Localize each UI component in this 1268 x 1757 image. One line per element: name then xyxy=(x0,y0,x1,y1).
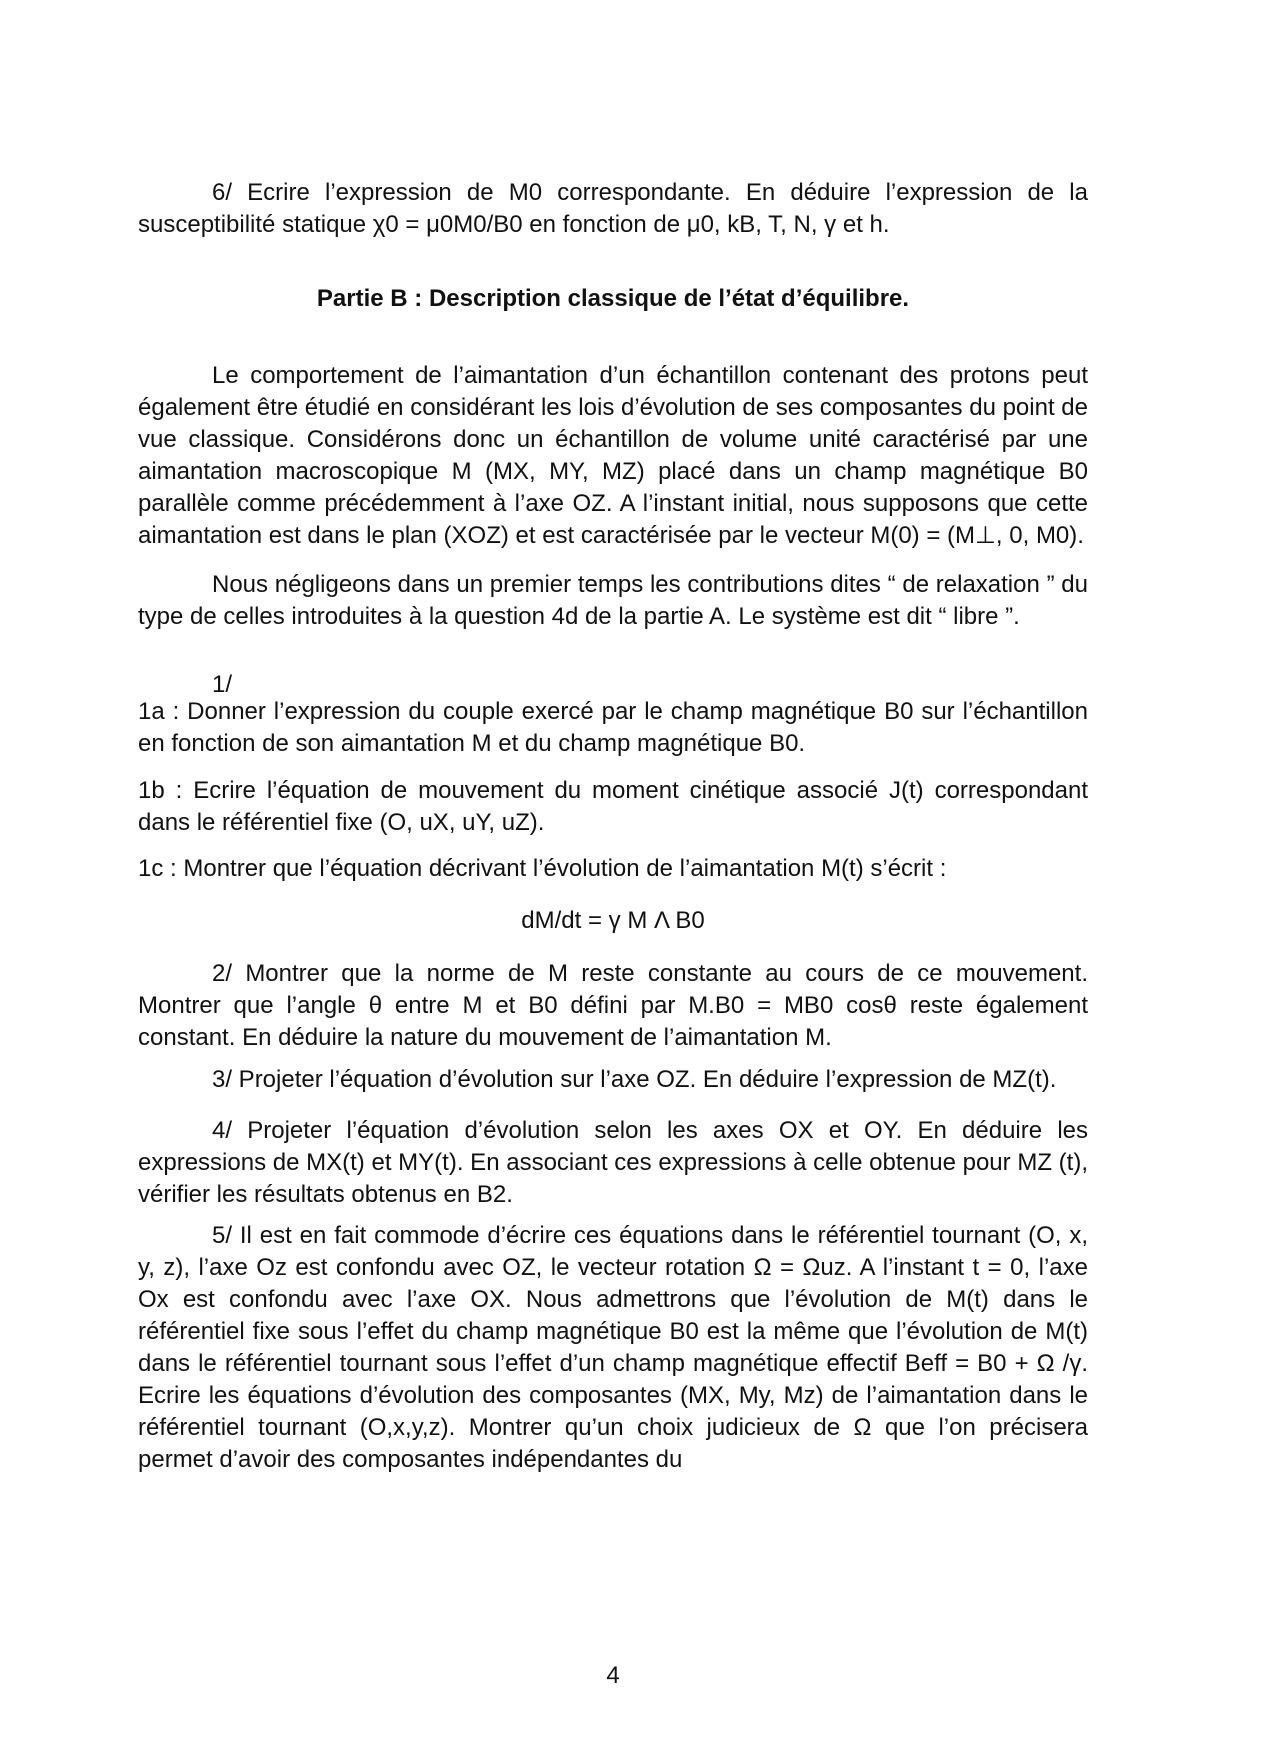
question-1a: 1a : Donner l’expression du couple exercé par le champ magnétique B0 sur l’échantillon en fonction de son aimantation M et du champ magnétique B0. xyxy=(138,698,1088,757)
equation: dM/dt = γ M Λ B0 xyxy=(521,907,705,934)
question-a6: 6/ Ecrire l’expression de M0 correspondante. En déduire l’expression de la susceptibilité statique χ0 = μ0M0/B0 en fonction de μ0, kB, T, N, γ et h. xyxy=(138,179,1088,238)
page-number: 4 xyxy=(606,1662,620,1689)
question-1-label: 1/ xyxy=(212,671,233,698)
question-2: 2/ Montrer que la norme de M reste constante au cours de ce mouvement. Montrer que l’angle θ entre M et B0 défini par M.B0 = MB0 cosθ reste également constant. En déduire la nature du mouvement de l’aimantation M. xyxy=(138,960,1088,1051)
question-1b: 1b : Ecrire l’équation de mouvement du moment cinétique associé J(t) correspondant dans le référentiel fixe (O, uX, uY, uZ). xyxy=(138,777,1088,836)
question-3: 3/ Projeter l’équation d’évolution sur l’axe OZ. En déduire l’expression de MZ(t). xyxy=(212,1066,1057,1093)
intro-paragraph-1: Le comportement de l’aimantation d’un échantillon contenant des protons peut également être étudié en considérant les lois d’évolution de ses composantes du point de vue classique. Considérons donc un échantillon de volume unité caractérisé par une aimantation macroscopique M (MX, MY, MZ) placé dans un champ magnétique B0 parallèle comme précédemment à l’axe OZ. A l’instant initial, nous supposons que cette aimantation est dans le plan (XOZ) et est caractérisée par le vecteur M(0) = (M⊥, 0, M0). xyxy=(138,362,1088,549)
question-1c: 1c : Montrer que l’équation décrivant l’évolution de l’aimantation M(t) s’écrit : xyxy=(138,855,947,882)
question-4: 4/ Projeter l’équation d’évolution selon les axes OX et OY. En déduire les expressions de MX(t) et MY(t). En associant ces expressions à celle obtenue pour MZ (t), vérifier les résultats obtenus en B2. xyxy=(138,1117,1088,1208)
question-5: 5/ Il est en fait commode d’écrire ces équations dans le référentiel tournant (O, x, y, z), l’axe Oz est confondu avec OZ, le vecteur rotation Ω = Ωuz. A l’instant t = 0, l’axe Ox est confondu avec l’axe OX. Nous admettrons que l’évolution de M(t) dans le référentiel fixe sous l’effet du champ magnétique B0 est la même que l’évolution de M(t) dans le référentiel tournant sous l’effet d’un champ magnétique effectif Beff = B0 + Ω /γ. Ecrire les équations d’évolution des composantes (MX, My, Mz) de l’aimantation dans le référentiel tournant (O,x,y,z). Montrer qu’un choix judicieux de Ω que l’on précisera permet d’avoir des composantes indépendantes du xyxy=(138,1222,1088,1473)
intro-paragraph-2: Nous négligeons dans un premier temps les contributions dites “ de relaxation ” du type de celles introduites à la question 4d de la partie A. Le système est dit “ libre ”. xyxy=(138,571,1088,630)
section-title: Partie B : Description classique de l’état d’équilibre. xyxy=(316,285,910,312)
